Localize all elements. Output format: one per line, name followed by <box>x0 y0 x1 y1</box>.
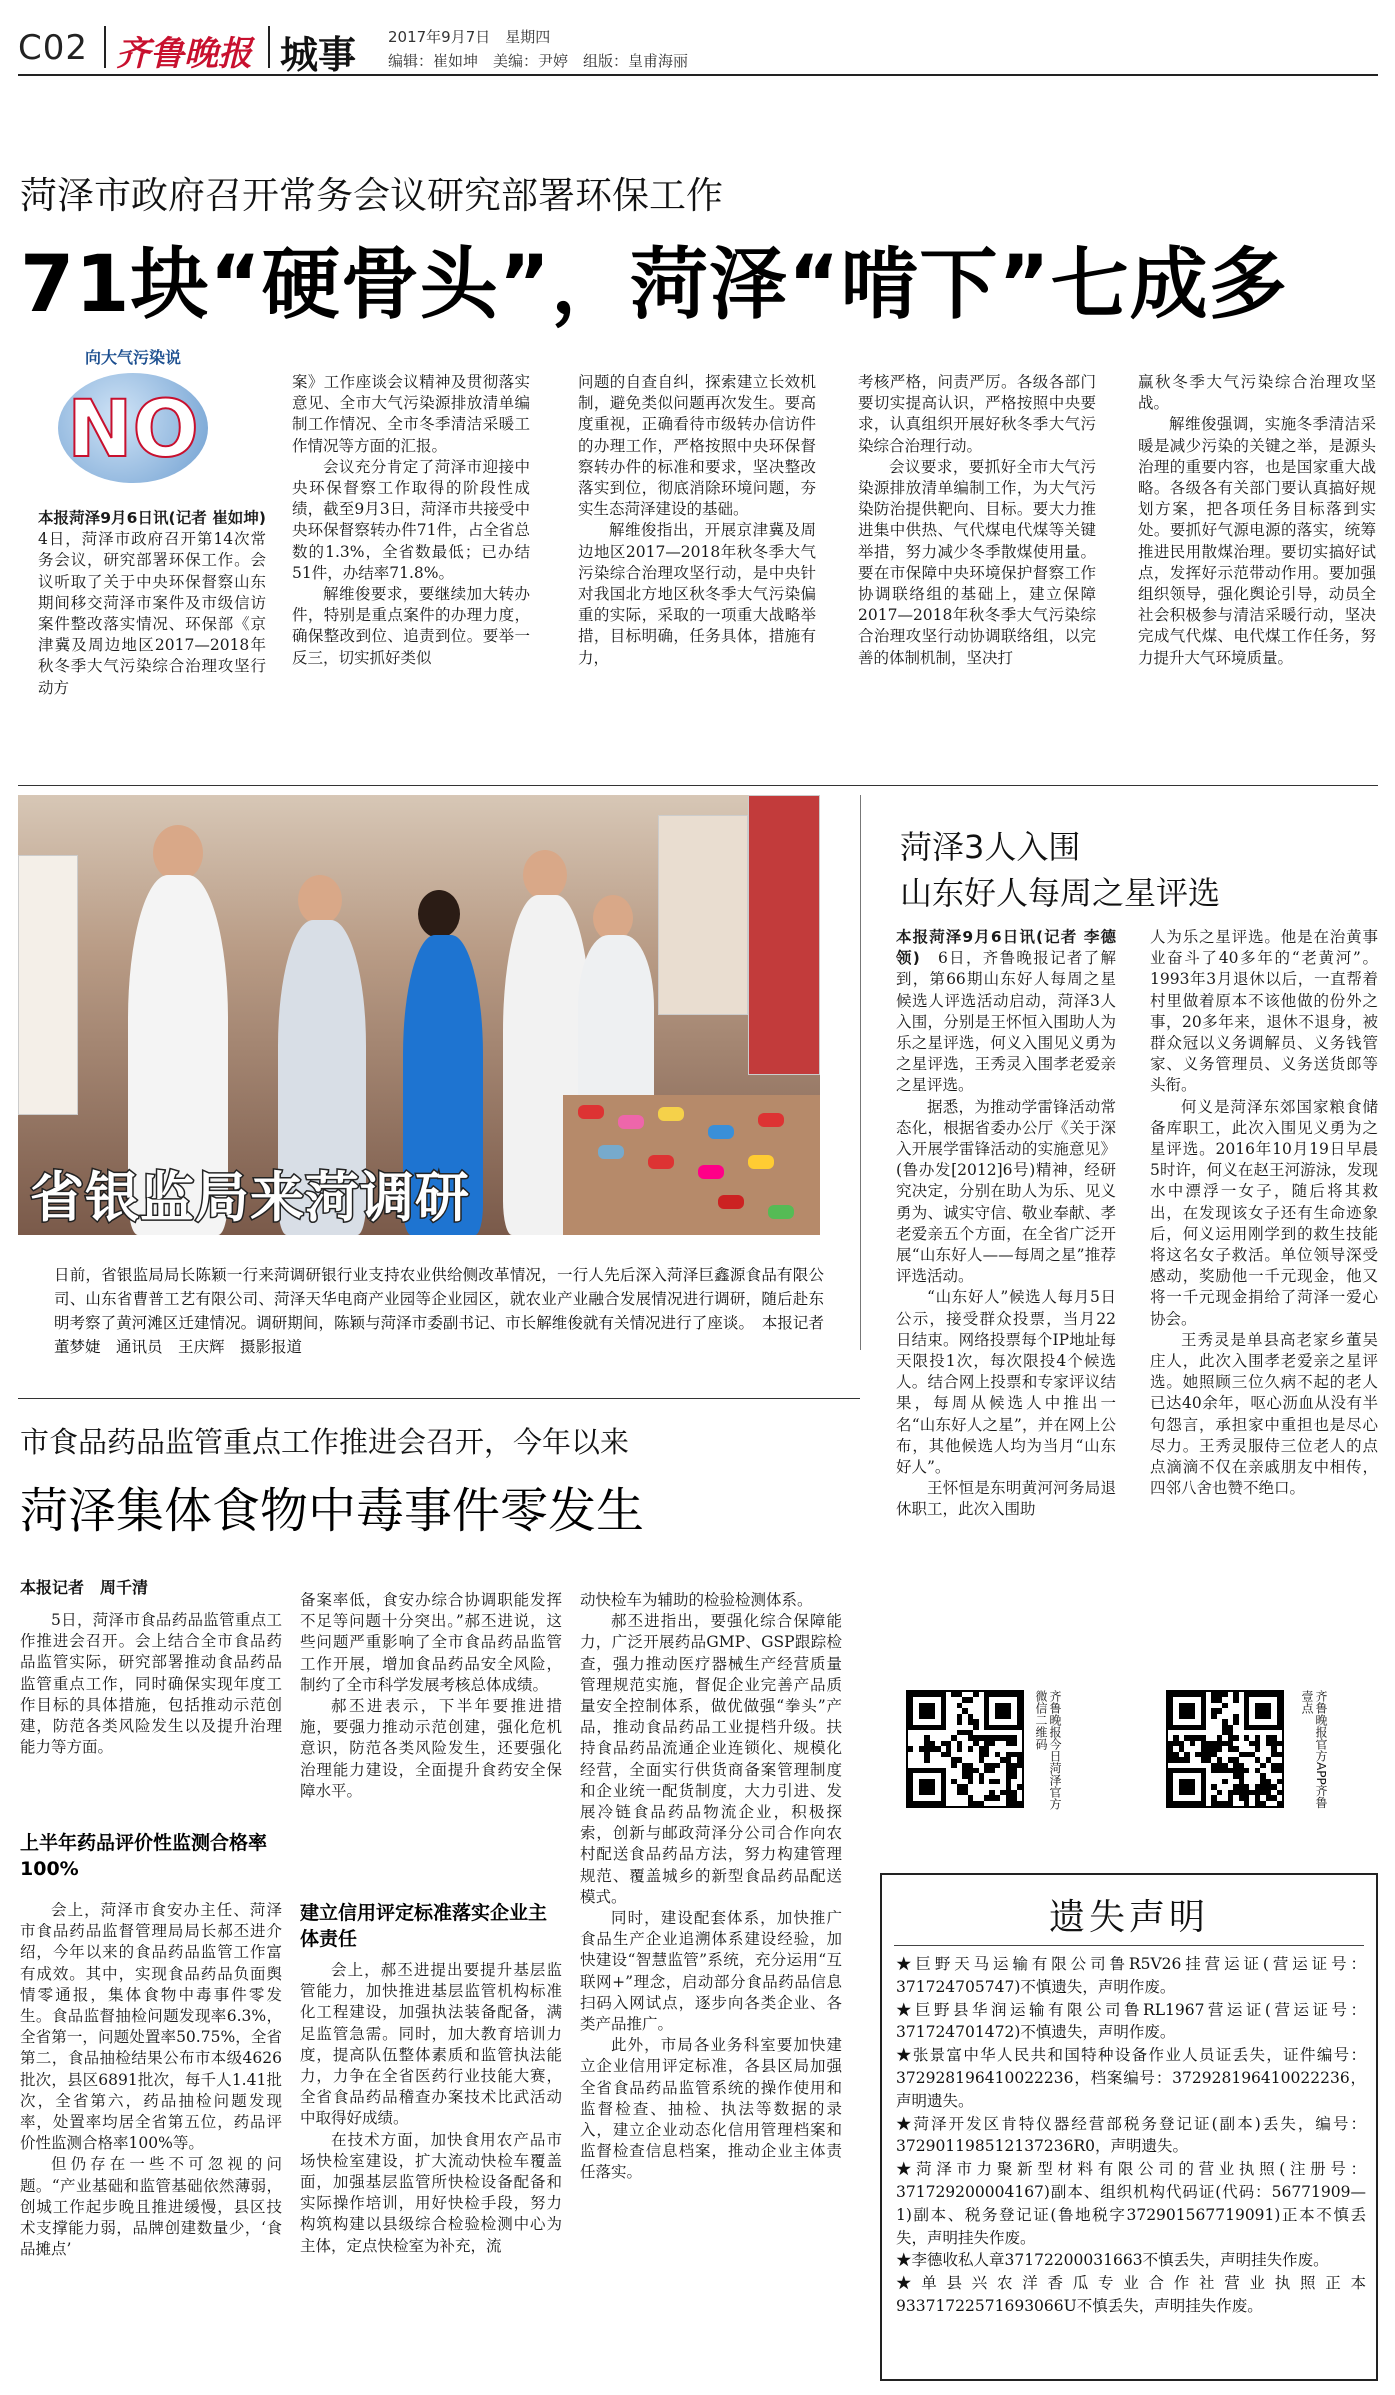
paragraph <box>578 520 816 668</box>
page-number: C02 <box>18 28 89 68</box>
lost-notice-item: ★巨野天马运输有限公司鲁R5V26挂营运证(营运证号：371724705747)不慎遗失，声明作废。 <box>896 1955 1366 1996</box>
paragraph <box>300 1590 562 1696</box>
paragraph-text: 王秀灵是单县高老家乡董吴庄人，此次入围孝老爱亲之星评选。她照顾三位久病不起的老人已达40余年，呕心沥血从没有半句怨言，承担家中重担也是尽心尽力。王秀灵服侍三位老人的点点滴滴不仅在亲戚朋友中相传，四邻八舍也赞不绝口。 <box>1150 1330 1378 1498</box>
divider <box>268 26 270 68</box>
lost-notices-box <box>880 1873 1378 2381</box>
lead-column-4 <box>858 372 1096 669</box>
lost-notices-list <box>896 1953 1366 2318</box>
lead-column-1 <box>38 508 282 699</box>
goodpeople-column-2 <box>1150 927 1378 1499</box>
food-subhead-2: 建立信用评定标准落实企业主体责任 <box>300 1902 548 1950</box>
lead-column-3 <box>578 372 816 669</box>
qr-caption-left: 齐鲁晚报今日菏泽官方微信二维码 <box>1034 1690 1062 1810</box>
food-column-3 <box>580 1590 842 2184</box>
paragraph: 会上，郝丕进提出要提升基层监管能力，加快推进基层监管机构标准化工程建设，加强执法装备配备，满足监管急需。同时，加大教育培训力度，提高队伍整体素质和监管执法能力，力争在全省医药行业技能大赛，全省食品药品稽查办案技术比武活动中取得好成绩。 <box>300 1961 562 2128</box>
paragraph-text: 问题的自查自纠，探索建立长效机制，避免类似问题再次发生。要高度重视，正确看待市级转办信访件的办理工作，严格按照中央环保督察转办件的标准和要求，坚决整改落实到位，彻底消除环境问题，夯实生态菏泽建设的基础。 <box>578 373 816 519</box>
news-photo <box>18 795 820 1235</box>
masthead <box>18 18 1378 76</box>
paragraph <box>896 927 1116 1097</box>
food-byline: 本报记者 周千清 <box>20 1578 149 1597</box>
paragraph-text: 考核严格，问责严厉。各级各部门要切实提高认识，严格按照中央要求，认真组织开展好秋冬季大气污染综合治理行动。 <box>858 373 1096 455</box>
paragraph <box>1138 372 1376 414</box>
paragraph-text: 会议充分肯定了菏泽市迎接中央环保督察工作取得的阶段性成绩，截至9月3日，菏泽市共接受中央环保督察转办件71件，占全省总数的1.3%，全省数最低；已办结51件，办结率71.8%。 <box>292 457 530 582</box>
section-divider <box>18 1398 860 1399</box>
paragraph: 但仍存在一些不可忽视的问题。“产业基础和监管基础依然薄弱，创城工作起步晚且推进缓慢，县区技术支撑能力弱，品牌创建数量少，‘食品摊点’ <box>20 2155 282 2259</box>
food-headline: 菏泽集体食物中毒事件零发生 <box>20 1483 645 1539</box>
no-pollution-badge <box>38 335 228 500</box>
paragraph-text: 会议要求，要抓好全市大气污染源排放清单编制工作，为大气污染防治提供靶向、目标。要大力推进集中供热、气代煤电代煤等关键举措，努力减少冬季散煤使用量。要在市保障中央环境保护督察工作协调联络组的基础上，建立保障2017—2018年秋冬季大气污染综合治理攻坚行动协调联络组，以完善的体制机制，坚决打 <box>858 457 1096 667</box>
paragraph-text: 解维俊指出，开展京津冀及周边地区2017—2018年秋冬季大气污染综合治理攻坚行动，是中央针对我国北方地区秋冬季大气污染偏重的实际，采取的一项重大战略举措，目标明确，任务具体，措施有力， <box>578 521 816 667</box>
goodpeople-title-1: 菏泽3人入围 <box>900 828 1081 866</box>
paragraph <box>300 1696 562 1802</box>
food-column-2 <box>300 1590 562 1802</box>
lead-kicker: 菏泽市政府召开常务会议研究部署环保工作 <box>20 174 723 217</box>
paragraph-text: 人为乐之星评选。他是在治黄事业奋斗了40多年的“老黄河”。1993年3月退休以后，一直帮着村里做着原本不该他做的份外之事，20多年来，退休不退身，被群众冠以义务调解员、义务钱管家、义务管理员、义务送货郎等头衔。 <box>1150 928 1378 1095</box>
goodpeople-column-1 <box>896 927 1116 1521</box>
food-subhead-1: 上半年药品评价性监测合格率100% <box>20 1832 268 1880</box>
paragraph <box>580 1590 842 1611</box>
paragraph-text: 解维俊强调，实施冬季清洁采暖是减少污染的关键之举，是源头治理的重要内容，也是国家重大战略。各级各有关部门要认真搞好规划方案，把各项任务目标落到实处。要抓好气源电源的落实，统筹推进民用散煤治理。要切实搞好试点，发挥好示范带动作用。要加强组织领导，强化舆论引导，动员全社会积极参与清洁采暖行动，坚决完成气代煤、电代煤工作任务，努力提升大气环境质量。 <box>1138 415 1376 667</box>
paragraph-text: 案》工作座谈会议精神及贯彻落实意见、全市大气污染源排放清单编制工作情况、全市冬季清洁采暖工作情况等方面的汇报。 <box>292 373 530 455</box>
paragraph-text: 同时，建设配套体系，加快推广食品生产企业追溯体系建设经验，加快建设“智慧监管”系统，充分运用“互联网+”理念，启动部分食品药品信息扫码入网试点，逐步向各类企业、各类产品推广。 <box>580 1909 842 2034</box>
paragraph <box>292 584 530 669</box>
paragraph <box>896 1478 1116 1520</box>
paragraph-text: 王怀恒是东明黄河河务局退休职工，此次入围助 <box>896 1479 1116 1519</box>
paragraph-text: 此外，市局各业务科室要加快建立企业信用评定标准，各县区局加强全省食品药品监管系统的操作使用和监督检查、抽检、执法等数据的录入，建立企业动态化信用管理档案和监督检查信息档案，推动企业主体责任落实。 <box>580 2036 842 2182</box>
lost-notices-title: 遗失声明 <box>1048 1897 1209 1938</box>
paragraph <box>1138 414 1376 668</box>
paragraph-text: 6日，齐鲁晚报记者了解到，第66期山东好人每周之星候选人评选活动启动，菏泽3人入围，分别是王怀恒入围助人为乐之星评选，何义入围见义勇为之星评选，王秀灵入围孝老爱亲之星评选。 <box>896 949 1116 1095</box>
paragraph <box>858 457 1096 669</box>
paragraph-text: 4日，菏泽市政府召开第14次常务会议，研究部署环保工作。会议听取了关于中央环保督察山东期间移交菏泽市案件及市级信访案件整改落实情况、环保部《京津冀及周边地区2017—2018年秋冬季大气污染综合治理攻坚行动方 <box>38 530 266 697</box>
app-qr-code[interactable] <box>1166 1690 1284 1808</box>
paragraph <box>292 372 530 457</box>
divider <box>104 26 106 68</box>
paragraph-text: “山东好人”候选人每月5日公示，接受群众投票，当月22日结束。网络投票每个IP地址每天限投1次，每次限投4个候选人。结合网上投票和专家评议结果，每周从候选人中推出一名“山东好人之星”，并在网上公布，其他候选人均为当月“山东好人”。 <box>896 1288 1116 1477</box>
food-paragraph: 5日，菏泽市食品药品监管重点工作推进会召开。会上结合全市食品药品监管实际，研究部署推动食品药品监管重点工作，同时确保实现年度工作目标的具体措施，包括推动示范创建，防范各类风险发生以及提升治理能力等方面。 <box>20 1611 282 1757</box>
paragraph <box>1150 1097 1378 1330</box>
paragraph <box>578 372 816 520</box>
food-column-2b <box>300 1960 562 2257</box>
badge-word: NO <box>67 385 199 475</box>
lost-notice-item: ★巨野县华润运输有限公司鲁RL1967营运证(营运证号：371724701472)不慎遗失，声明作废。 <box>896 2000 1366 2042</box>
paragraph <box>292 457 530 584</box>
goodpeople-title-2: 山东好人每周之星评选 <box>900 874 1221 912</box>
dateline: 本报菏泽9月6日讯(记者 李德领) <box>896 928 1116 968</box>
paragraph <box>1150 927 1378 1097</box>
paragraph: 在技术方面，加快食用农产品市场快检室建设，扩大流动快检车覆盖面，加强基层监管所快检设备配备和实际操作培训，用好快检手段，努力构筑构建以县级综合检验检测中心为主体，定点快检室为补充，流 <box>300 2130 562 2255</box>
editor-credits: 编辑：崔如坤 美编：尹婷 组版：皇甫海丽 <box>388 52 689 70</box>
photo-headline: 省银监局来菏调研 <box>30 1166 470 1229</box>
dateline: 本报菏泽9月6日讯(记者 崔如坤) <box>38 509 282 527</box>
newspaper-logo: 齐鲁晚报 <box>116 34 252 74</box>
paragraph <box>896 1287 1116 1478</box>
paragraph <box>1150 1330 1378 1500</box>
photo-caption: 日前，省银监局局长陈颖一行来菏调研银行业支持农业供给侧改革情况，一行人先后深入菏泽巨鑫源食品有限公司、山东省曹普工艺有限公司、菏泽天华电商产业园等企业园区，就农业产业融合发展情况进行调研，随后赴东明考察了黄河滩区迁建情况。调研期间，陈颖与菏泽市委副书记、市长解维俊就有关情况进行了座谈。 本报记者 董梦婕 通讯员 王庆辉 摄影报道 <box>54 1266 840 1356</box>
paragraph: 会上，菏泽市食安办主任、菏泽市食品药品监督管理局局长郝丕进介绍，今年以来的食品药品监管工作富有成效。其中，实现食品药品负面舆情零通报，集体食物中毒事件零发生。食品监督抽检问题发现率6.3%，全省第一，问题处置率50.75%，全省第二，食品抽检结果公布市本级4626批次，县区6891批次，每千人1.41批次，全省第六，药品抽检问题发现率，处置率均居全省第五位，药品评价性监测合格率100%等。 <box>20 1901 282 2153</box>
lead-headline: 71块“硬骨头”，菏泽“啃下”七成多 <box>20 240 1288 330</box>
paragraph <box>580 2035 842 2183</box>
food-kicker: 市食品药品监管重点工作推进会召开，今年以来 <box>20 1425 630 1459</box>
lost-notice-item: ★菏泽市力聚新型材料有限公司的营业执照(注册号：371729200004167)副本、组织机构代码证(代码：56771909—1)副本、税务登记证(鲁地税字372901567719091)正本不慎丢失，声明挂失作废。 <box>896 2160 1366 2247</box>
paragraph-text: 动快检车为辅助的检验检测体系。 <box>580 1591 813 1609</box>
column-divider <box>860 795 861 1350</box>
lost-notice-item: ★单县兴农洋香瓜专业合作社营业执照正本93371722571693066U不慎丢失，声明挂失作废。 <box>896 2274 1366 2315</box>
issue-date: 2017年9月7日 星期四 <box>388 28 551 46</box>
lost-notice-item: ★菏泽开发区肯特仪器经营部税务登记证(副本)丢失，编号：372901198512137236R0，声明遗失。 <box>896 2114 1366 2156</box>
lost-notice-item: ★张景富中华人民共和国特种设备作业人员证丢失，证件编号：372928196410022236，档案编号：372928196410022236，声明遗失。 <box>896 2046 1366 2110</box>
food-column-1 <box>20 1610 282 1758</box>
section-title: 城事 <box>280 33 357 77</box>
qr-caption-right: 齐鲁晚报官方APP齐鲁壹点 <box>1300 1690 1328 1809</box>
wechat-qr-code[interactable] <box>906 1690 1024 1808</box>
badge-title: 向大气污染说 <box>84 348 181 367</box>
paragraph <box>896 1097 1116 1288</box>
paragraph-text: 解维俊要求，要继续加大转办件，特别是重点案件的办理力度，确保整改到位、追责到位。要举一反三，切实抓好类似 <box>292 585 530 667</box>
paragraph <box>580 1611 842 1908</box>
food-column-1b <box>20 1900 282 2260</box>
paragraph <box>580 1908 842 2035</box>
lead-column-2 <box>292 372 530 669</box>
paragraph-text: 赢秋冬季大气污染综合治理攻坚战。 <box>1138 373 1376 413</box>
lead-column-5 <box>1138 372 1376 669</box>
paragraph-text: 备案率低，食安办综合协调职能发挥不足等问题十分突出。”郝丕进说，这些问题严重影响了全市食品药品监管工作开展，增加食品药品安全风险，制约了全市科学发展考核总体成绩。 <box>300 1591 562 1694</box>
lost-notice-item: ★李德收私人章37172200031663不慎丢失，声明挂失作废。 <box>896 2251 1329 2270</box>
paragraph-text: 郝丕进指出，要强化综合保障能力，广泛开展药品GMP、GSP跟踪检查，强力推动医疗器械生产经营质量管理规范实施，督促企业完善产品质量安全控制体系，做优做强“拳头”产品，推动食品药品工业提档升级。扶持食品药品流通企业连锁化、规模化经营，全面实行供货商备案管理制度和企业统一配货制度，大力引进、发展冷链食品药品物流企业，积极探索，创新与邮政菏泽分公司合作向农村配送食品药品方法，努力构建管理规范、覆盖城乡的新型食品药品配送模式。 <box>580 1612 842 1906</box>
paragraph-text: 何义是菏泽东郊国家粮食储备库职工，此次入围见义勇为之星评选。2016年10月19日早晨5时许，何义在赵王河游泳，发现水中漂浮一女子，随后将其救出，在发现该女子还有生命迹象后，何义运用刚学到的救生技能将这名女子救活。单位领导深受感动，奖励他一千元现金，他又将一千元现金捐给了菏泽一爱心协会。 <box>1150 1097 1378 1328</box>
paragraph-text: 据悉，为推动学雷锋活动常态化，根据省委办公厅《关于深入开展学雷锋活动的实施意见》(鲁办发[2012]6号)精神，经研究决定，分别在助人为乐、见义勇为、诚实守信、敬业奉献、孝老爱亲五个方面，在全省广泛开展“山东好人——每周之星”推荐评选活动。 <box>896 1097 1116 1286</box>
paragraph <box>38 508 282 699</box>
section-divider <box>18 785 1378 786</box>
paragraph-text: 郝丕进表示，下半年要推进措施，要强力推动示范创建，强化危机意识，防范各类风险发生，还要强化治理能力建设，全面提升食药安全保障水平。 <box>300 1697 562 1800</box>
paragraph <box>858 372 1096 457</box>
